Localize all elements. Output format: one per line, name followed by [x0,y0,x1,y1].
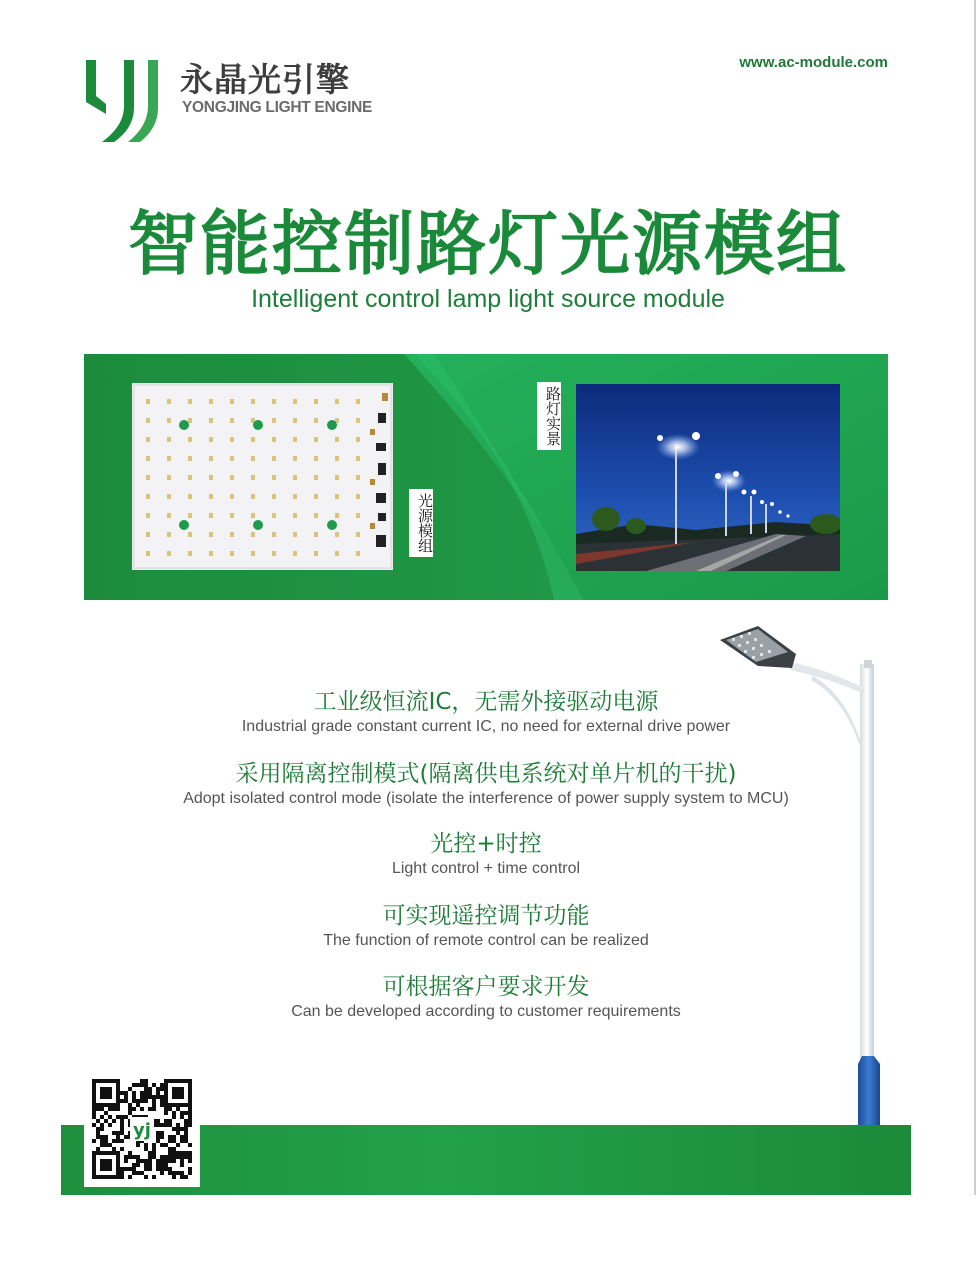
feature-title: 光控+时控 [430,831,542,857]
scene-label: 路灯实景 [537,382,561,450]
page-title-en: Intelligent control lamp light source module [251,285,725,313]
page-title-cn: 智能控制路灯光源模组 [128,203,848,285]
website-link[interactable]: www.ac-module.com [739,54,888,71]
feature-title: 工业级恒流IC，无需外接驱动电源 [313,689,659,715]
feature-desc: The function of remote control can be realized [323,932,649,949]
qr-code-icon[interactable] [92,1079,192,1179]
feature-desc: Can be developed according to customer requirements [291,1003,681,1020]
feature-desc: Adopt isolated control mode (isolate the interference of power supply system to MCU) [183,790,789,807]
module-label: 光源模组 [409,489,433,557]
feature-title: 可根据客户要求开发 [382,974,590,1000]
street-lamp-night-road-image [576,384,840,571]
product-banner [84,354,888,600]
feature-desc: Industrial grade constant current IC, no need for external drive power [241,718,731,735]
brand-name-cn: 永晶光引擎 [180,60,350,99]
led-pcb-module-image [132,383,393,570]
feature-title: 可实现遥控调节功能 [382,903,590,929]
brand-name-en: YONGJING LIGHT ENGINE [182,99,373,116]
yj-logo-icon [84,52,172,144]
qr-code-container [84,1071,200,1187]
street-lamp-illustration [718,620,898,1128]
qr-logo-text: yj [133,1119,151,1141]
feature-title: 采用隔离控制模式(隔离供电系统对单片机的干扰) [235,761,737,787]
feature-desc: Light control + time control [391,860,581,877]
